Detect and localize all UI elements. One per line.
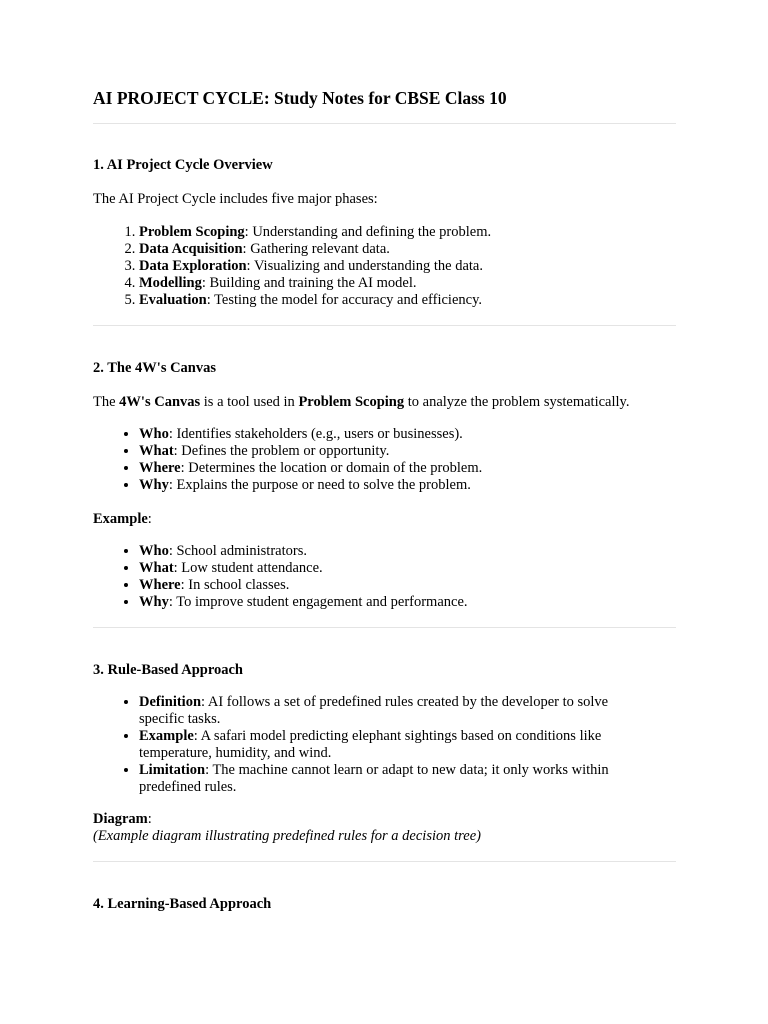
list-item: • Definition: AI follows a set of predefined rules created by the developer to solve specific tasks. bbox=[139, 694, 656, 728]
section-1-intro: The AI Project Cycle includes five major phases: bbox=[93, 191, 378, 207]
list-item: • Why: To improve student engagement and performance. bbox=[139, 594, 676, 611]
list-item: 4. Modelling: Building and training the AI model. bbox=[139, 275, 676, 292]
list-item: • Limitation: The machine cannot learn or adapt to new data; it only works within predefined rules. bbox=[139, 762, 656, 796]
diagram-label: Diagram: bbox=[93, 811, 152, 827]
section-divider bbox=[93, 627, 676, 628]
section-3-heading: 3. Rule-Based Approach bbox=[93, 662, 243, 678]
four-w-list bbox=[93, 426, 676, 494]
example-label: Example: bbox=[93, 511, 152, 527]
document-title: AI PROJECT CYCLE: Study Notes for CBSE Class 10 bbox=[93, 88, 507, 108]
phase-list bbox=[93, 224, 676, 309]
section-divider bbox=[93, 325, 676, 326]
list-item: 2. Data Acquisition: Gathering relevant data. bbox=[139, 241, 676, 258]
section-2-heading: 2. The 4W's Canvas bbox=[93, 360, 217, 376]
diagram-note: (Example diagram illustrating predefined rules for a decision tree) bbox=[93, 828, 481, 844]
list-item: 3. Data Exploration: Visualizing and understanding the data. bbox=[139, 258, 676, 275]
list-item: • Where: In school classes. bbox=[139, 577, 676, 594]
list-item: 5. Evaluation: Testing the model for accuracy and efficiency. bbox=[139, 292, 676, 309]
list-item: • Example: A safari model predicting elephant sightings based on conditions like temperature, humidity, and wind. bbox=[139, 728, 656, 762]
rule-based-list bbox=[93, 694, 676, 796]
list-item: • What: Low student attendance. bbox=[139, 560, 676, 577]
section-1-heading: 1. AI Project Cycle Overview bbox=[93, 157, 273, 173]
section-4-heading: 4. Learning-Based Approach bbox=[93, 896, 272, 912]
list-item: • What: Defines the problem or opportunity. bbox=[139, 443, 676, 460]
section-2-intro: The 4W's Canvas is a tool used in Problem Scoping to analyze the problem systematically. bbox=[93, 394, 630, 410]
list-item: • Where: Determines the location or domain of the problem. bbox=[139, 460, 676, 477]
list-item: 1. Problem Scoping: Understanding and defining the problem. bbox=[139, 224, 676, 241]
section-divider bbox=[93, 861, 676, 862]
list-item: • Why: Explains the purpose or need to solve the problem. bbox=[139, 477, 676, 494]
example-list bbox=[93, 543, 676, 611]
list-item: • Who: Identifies stakeholders (e.g., users or businesses). bbox=[139, 426, 676, 443]
list-item: • Who: School administrators. bbox=[139, 543, 676, 560]
document-body bbox=[93, 86, 676, 914]
section-divider bbox=[93, 123, 676, 124]
